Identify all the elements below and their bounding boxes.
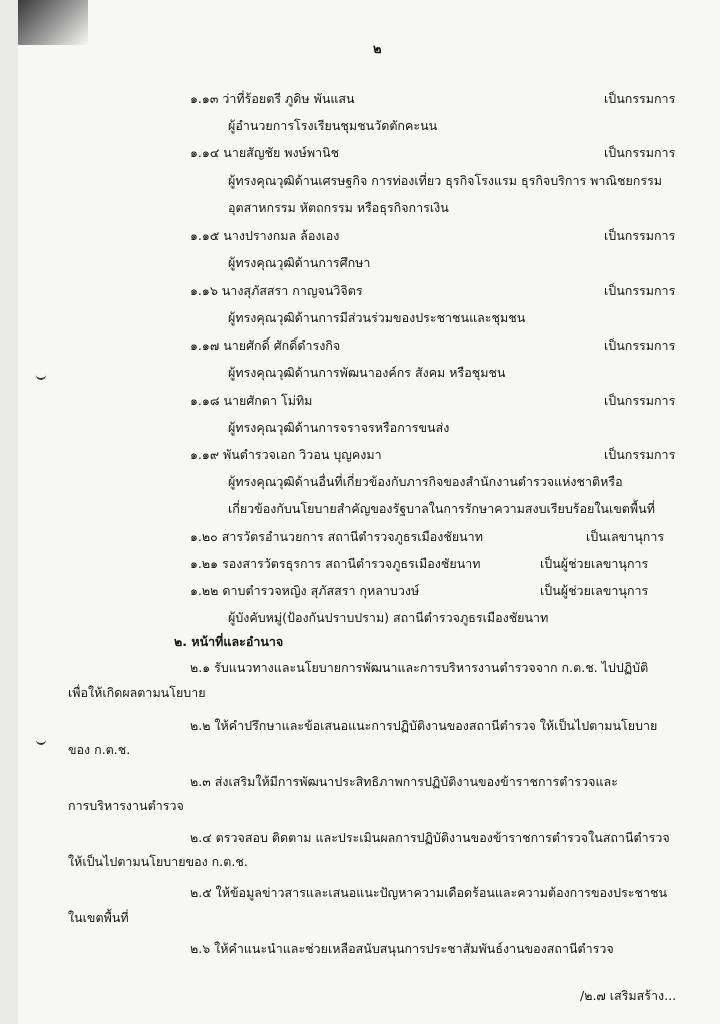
- member-line-116: ๑.๑๖ นางสุภัสสรา กาญจนวิจิตร: [190, 283, 363, 298]
- duty-item: ๒.๓ ส่งเสริมให้มีการพัฒนาประสิทธิภาพการปฏิบัติงานของข้าราชการตำรวจและ: [190, 774, 618, 789]
- duty-item-cont: ให้เป็นไปตามนโยบายของ ก.ต.ช.: [68, 854, 248, 869]
- member-desc: ผู้ทรงคุณวุฒิด้านเศรษฐกิจ การท่องเที่ยว ธุรกิจโรงแรม ธุรกิจบริการ พาณิชยกรรม: [228, 173, 663, 188]
- member-line-120: ๑.๒๐ สารวัตรอำนวยการ สถานีตำรวจภูธรเมืองชัยนาท: [190, 529, 483, 544]
- hole-punch-mark: [36, 373, 46, 380]
- member-line-122: ๑.๒๒ ดาบตำรวจหญิง สุภัสสรา กุหลาบวงษ์: [190, 583, 420, 598]
- member-role-113: เป็นกรรมการ: [604, 91, 676, 106]
- duty-item: ๒.๖ ให้คำแนะนำและช่วยเหลือสนับสนุนการประชาสัมพันธ์งานของสถานีตำรวจ: [190, 941, 614, 956]
- member-role-114: เป็นกรรมการ: [604, 145, 676, 160]
- member-desc: ผู้บังคับหมู่(ป้องกันปราบปราม) สถานีตำรวจภูธรเมืองชัยนาท: [228, 610, 549, 625]
- member-desc: ผู้อำนวยการโรงเรียนชุมชนวัดตักคะนน: [228, 118, 438, 133]
- member-line-121: ๑.๒๑ รองสารวัตรธุรการ สถานีตำรวจภูธรเมืองชัยนาท: [190, 556, 481, 571]
- member-role-118: เป็นกรรมการ: [604, 393, 676, 408]
- duty-item: ๒.๕ ให้ข้อมูลข่าวสารและเสนอแนะปัญหาความเดือดร้อนและความต้องการของประชาชน: [190, 885, 668, 900]
- duty-item-cont: ในเขตพื้นที่: [68, 910, 129, 925]
- member-desc: เกี่ยวข้องกับนโยบายสำคัญของรัฐบาลในการรักษาความสงบเรียบร้อยในเขตพื้นที่: [228, 501, 655, 516]
- member-role-117: เป็นกรรมการ: [604, 338, 676, 353]
- member-desc: ผู้ทรงคุณวุฒิด้านการศึกษา: [228, 255, 371, 270]
- member-line-115: ๑.๑๕ นางปรางกมล ล้องเอง: [190, 228, 340, 243]
- member-desc: ผู้ทรงคุณวุฒิด้านการมีส่วนร่วมของประชาชนและชุมชน: [228, 310, 526, 325]
- scan-shadow: [18, 0, 88, 45]
- member-line-119: ๑.๑๙ พันตำรวจเอก วิวอน บุญคงมา: [190, 447, 382, 462]
- member-desc: ผู้ทรงคุณวุฒิด้านการพัฒนาองค์กร สังคม หรือชุมชน: [228, 365, 506, 380]
- section-heading: ๒. หน้าที่และอำนาจ: [174, 634, 284, 649]
- member-role-116: เป็นกรรมการ: [604, 283, 676, 298]
- member-role-115: เป็นกรรมการ: [604, 228, 676, 243]
- continuation-note: /๒.๗ เสริมสร้าง...: [580, 988, 677, 1003]
- member-line-114: ๑.๑๔ นายสัญชัย พงษ์พานิช: [190, 145, 340, 160]
- member-desc: อุตสาหกรรม หัตถกรรม หรือธุรกิจการเงิน: [228, 200, 449, 215]
- duty-item: ๒.๒ ให้คำปรึกษาและข้อเสนอแนะการปฏิบัติงานของสถานีตำรวจ ให้เป็นไปตามนโยบาย: [190, 718, 658, 733]
- document-page: [18, 0, 720, 1024]
- member-desc: ผู้ทรงคุณวุฒิด้านการจราจรหรือการขนส่ง: [228, 420, 450, 435]
- member-line-118: ๑.๑๘ นายศักดา โม่ทิม: [190, 393, 313, 408]
- duty-item-cont: เพื่อให้เกิดผลตามนโยบาย: [68, 685, 206, 700]
- member-line-117: ๑.๑๗ นายศักดิ์ ศักดิ์ดำรงกิจ: [190, 338, 341, 353]
- page-number: ๒: [373, 42, 382, 57]
- duty-item-cont: ของ ก.ต.ช.: [68, 742, 131, 757]
- duty-item: ๒.๔ ตรวจสอบ ติดตาม และประเมินผลการปฏิบัติงานของข้าราชการตำรวจในสถานีตำรวจ: [190, 830, 670, 845]
- member-line-113: ๑.๑๓ ว่าที่ร้อยตรี ภูดิษ พันแสน: [190, 91, 355, 106]
- duty-item: ๒.๑ รับแนวทางและนโยบายการพัฒนาและการบริหารงานตำรวจจาก ก.ต.ช. ไปปฏิบัติ: [190, 660, 649, 675]
- member-role-121: เป็นผู้ช่วยเลขานุการ: [540, 556, 649, 571]
- member-role-120: เป็นเลขานุการ: [586, 529, 665, 544]
- member-role-122: เป็นผู้ช่วยเลขานุการ: [540, 583, 649, 598]
- member-desc: ผู้ทรงคุณวุฒิด้านอื่นที่เกี่ยวข้องกับภารกิจของสำนักงานตำรวจแห่งชาติหรือ: [228, 474, 623, 489]
- member-role-119: เป็นกรรมการ: [604, 447, 676, 462]
- hole-punch-mark: [36, 738, 46, 745]
- duty-item-cont: การบริหารงานตำรวจ: [68, 798, 184, 813]
